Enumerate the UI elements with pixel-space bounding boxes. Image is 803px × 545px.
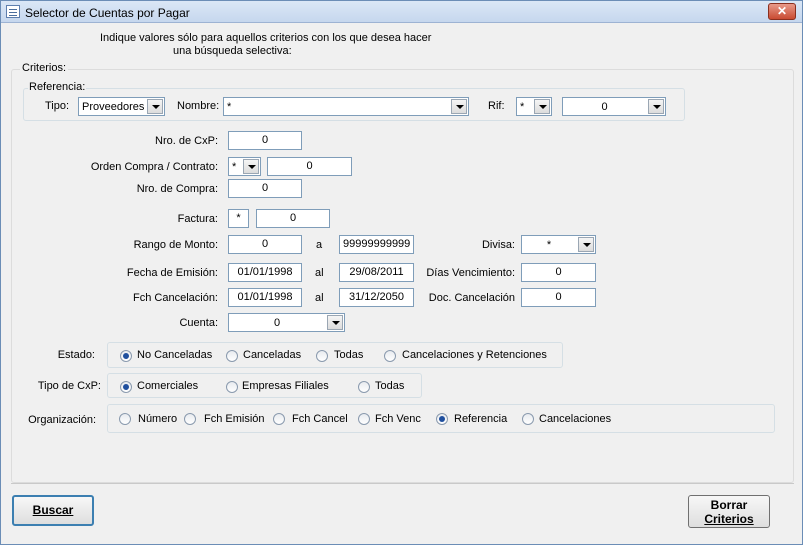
org-radio-fch-cancel[interactable] (273, 413, 285, 425)
rif-value: 0 (601, 101, 608, 113)
intro-line-1: Indique valores sólo para aquellos criterios con los que desea hacer (100, 32, 432, 44)
monto-separator: a (316, 239, 323, 251)
rif-select[interactable] (562, 97, 666, 116)
nombre-label: Nombre: (177, 100, 220, 112)
emision-separator: al (315, 267, 324, 279)
cancelacion-separator: al (315, 292, 324, 304)
tipo-cxp-label: Tipo de CxP: (37, 380, 101, 392)
borrar-label-line1: Borrar (710, 498, 748, 512)
estado-option-label: Todas (334, 349, 364, 361)
cuenta-value: 0 (273, 317, 281, 329)
estado-option-label: Canceladas (243, 349, 302, 361)
tipo-value: Proveedores (82, 101, 145, 113)
dias-label: Días Vencimiento: (426, 267, 515, 279)
nombre-select[interactable] (223, 97, 469, 116)
close-button[interactable]: ✕ (768, 3, 796, 20)
nro-compra-label: Nro. de Compra: (136, 183, 218, 195)
estado-radio-no-canceladas[interactable] (120, 350, 132, 362)
orden-prefix-value: * (232, 161, 237, 173)
monto-to-input[interactable]: 99999999999 (339, 235, 414, 254)
cancelacion-from-input[interactable]: 01/01/1998 (228, 288, 302, 307)
chevron-down-icon[interactable] (451, 99, 467, 114)
org-option-label: Fch Emisión (204, 413, 265, 425)
orden-input[interactable]: 0 (267, 157, 352, 176)
factura-prefix-input[interactable]: * (228, 209, 249, 228)
factura-input[interactable]: 0 (256, 209, 330, 228)
form-icon (6, 5, 20, 18)
tipo-cxp-radio-comerciales[interactable] (120, 381, 132, 393)
estado-radio-todas[interactable] (316, 350, 328, 362)
rif-prefix-select[interactable] (516, 97, 552, 116)
estado-radio-cancelaciones-retenciones[interactable] (384, 350, 396, 362)
org-option-label: Fch Cancel (292, 413, 348, 425)
chevron-down-icon[interactable] (147, 99, 163, 114)
rif-prefix-value: * (520, 101, 525, 113)
tipo-cxp-option-label: Todas (375, 380, 405, 392)
emision-from-input[interactable]: 01/01/1998 (228, 263, 302, 282)
intro-line-2: una búsqueda selectiva: (173, 45, 292, 57)
chevron-down-icon[interactable] (534, 99, 550, 114)
org-option-label: Número (138, 413, 178, 425)
doc-cancelacion-input[interactable]: 0 (521, 288, 596, 307)
estado-radio-canceladas[interactable] (226, 350, 238, 362)
nombre-value: * (227, 101, 232, 113)
org-radio-numero[interactable] (119, 413, 131, 425)
separator (11, 483, 794, 484)
divisa-value: * (546, 239, 552, 251)
tipo-select[interactable] (78, 97, 165, 116)
tipo-cxp-radio-empresas-filiales[interactable] (226, 381, 238, 393)
monto-from-input[interactable]: 0 (228, 235, 302, 254)
window-title: Selector de Cuentas por Pagar (25, 6, 190, 20)
cancelacion-to-input[interactable]: 31/12/2050 (339, 288, 414, 307)
org-radio-referencia[interactable] (436, 413, 448, 425)
referencia-label: Referencia: (29, 81, 86, 93)
cuenta-label: Cuenta: (179, 317, 218, 329)
tipo-label: Tipo: (45, 100, 70, 112)
emision-label: Fecha de Emisión: (126, 267, 218, 279)
tipo-cxp-radio-todas[interactable] (358, 381, 370, 393)
factura-label: Factura: (177, 213, 218, 225)
criterios-label: Criterios: (22, 62, 67, 74)
cancelacion-label: Fch Cancelación: (133, 292, 218, 304)
org-option-label: Fch Venc (375, 413, 421, 425)
borrar-label-line2: Criterios (704, 512, 754, 526)
chevron-down-icon[interactable] (243, 159, 259, 174)
nro-cxp-label: Nro. de CxP: (155, 135, 218, 147)
chevron-down-icon[interactable] (327, 315, 343, 330)
divisa-select[interactable] (521, 235, 596, 254)
organizacion-label: Organización: (28, 414, 96, 426)
tipo-cxp-option-label: Empresas Filiales (242, 380, 329, 392)
org-radio-fch-venc[interactable] (358, 413, 370, 425)
chevron-down-icon[interactable] (648, 99, 664, 114)
rif-label: Rif: (488, 100, 505, 112)
buscar-button[interactable] (12, 495, 94, 526)
divisa-label: Divisa: (481, 239, 515, 251)
borrar-criterios-button[interactable] (688, 495, 770, 528)
tipo-cxp-option-label: Comerciales (137, 380, 199, 392)
org-option-label: Cancelaciones (539, 413, 612, 425)
org-radio-fch-emision[interactable] (184, 413, 196, 425)
orden-prefix-select[interactable] (228, 157, 261, 176)
cuenta-select[interactable] (228, 313, 345, 332)
dias-input[interactable]: 0 (521, 263, 596, 282)
org-option-label: Referencia (454, 413, 508, 425)
title-bar[interactable] (1, 1, 802, 23)
chevron-down-icon[interactable] (578, 237, 594, 252)
orden-label: Orden Compra / Contrato: (90, 161, 218, 173)
estado-label: Estado: (57, 349, 95, 361)
nro-cxp-input[interactable]: 0 (228, 131, 302, 150)
estado-option-label: Cancelaciones y Retenciones (402, 349, 547, 361)
estado-option-label: No Canceladas (137, 349, 213, 361)
org-radio-cancelaciones[interactable] (522, 413, 534, 425)
buscar-label: Buscar (32, 503, 74, 517)
monto-label: Rango de Monto: (133, 239, 218, 251)
emision-to-input[interactable]: 29/08/2011 (339, 263, 414, 282)
nro-compra-input[interactable]: 0 (228, 179, 302, 198)
doc-cancelacion-label: Doc. Cancelación (428, 292, 515, 304)
